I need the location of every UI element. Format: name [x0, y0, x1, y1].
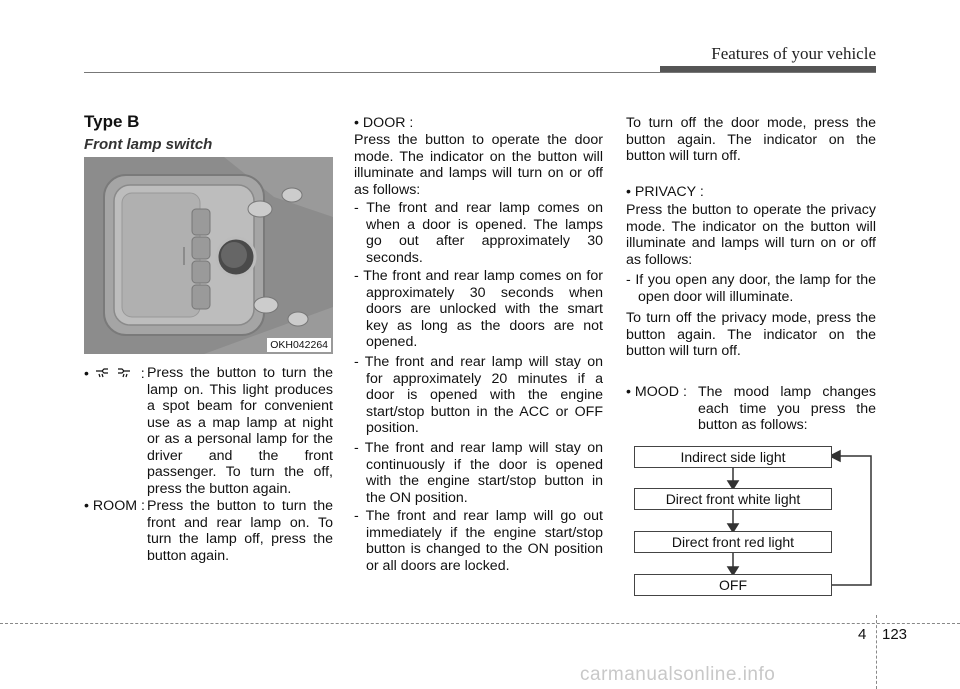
photo-code: OKH042264 — [267, 338, 331, 352]
right-spot-lamp-icon — [117, 368, 131, 378]
left-spot-lamp-icon — [95, 368, 109, 378]
header-rule — [84, 72, 876, 73]
privacy-label: • PRIVACY : — [626, 184, 704, 200]
mood-item — [626, 384, 876, 434]
door-item-2: - The front and rear lamp comes on for approximately 30 seconds when doors are unlocked with the smart key as long as the doors are not opened. — [354, 268, 603, 350]
door-item-1: - The front and rear lamp comes on when a door is opened. The lamps go out after approximately 30 seconds. — [354, 200, 603, 266]
switch-photo — [84, 157, 333, 354]
spot-lamp-label: • : — [84, 365, 145, 382]
flow-step-direct-front-red-light: Direct front red light — [634, 531, 832, 553]
footer-divider — [876, 615, 877, 689]
door-off-text: To turn off the door mode, press the button again. The indicator on the button will turn off. — [626, 115, 876, 164]
page-number: 123 — [882, 626, 908, 643]
door-item-3: - The front and rear lamp will stay on for approximately 20 minutes if a door is opened with the engine start/stop button in the ACC or OFF position. — [354, 354, 603, 436]
door-intro: Press the button to operate the door mode. The indicator on the button will illuminate and lamps will turn on or off as follows: — [354, 132, 603, 198]
door-item-5: - The front and rear lamp will go out immediately if the engine start/stop button is changed to the ON position or all doors are locked. — [354, 508, 603, 574]
privacy-off-text: To turn off the privacy mode, press the button again. The indicator on the button will turn off. — [626, 310, 876, 359]
door-label: • DOOR : — [354, 115, 414, 131]
watermark: carmanualsonline.info — [580, 664, 776, 685]
spot-lamp-text: Press the button to turn the lamp on. This light produces a spot beam for convenient use as a map lamp at night or as a personal lamp for the driver and the front passenger. To turn the off, press the button again. — [147, 365, 333, 497]
spot-lamp-colon: : — [140, 366, 145, 382]
mood-text: The mood lamp changes each time you press the button as follows: — [698, 384, 876, 433]
footer-rule — [0, 623, 960, 624]
flow-step-direct-front-white-light: Direct front white light — [634, 488, 832, 510]
room-text: Press the button to turn the front and rear lamp on. To turn the lamp off, press the button again. — [147, 498, 333, 564]
privacy-item: - If you open any door, the lamp for the open door will illuminate. — [626, 272, 876, 305]
room-label: • ROOM : — [84, 498, 145, 514]
mood-label: • MOOD : — [626, 384, 687, 400]
lamp-switch-illustration — [84, 157, 333, 354]
header-title: Features of your vehicle — [711, 44, 876, 63]
spot-lamp-item — [84, 365, 333, 497]
door-item-4: - The front and rear lamp will stay on continuously if the door is opened with the engine start/stop button in the ON position. — [354, 440, 603, 506]
privacy-intro: Press the button to operate the privacy mode. The indicator on the button will illuminate and lamps will turn on or off as follows: — [626, 202, 876, 268]
chapter-number: 4 — [858, 626, 867, 643]
flow-step-indirect-side-light: Indirect side light — [634, 446, 832, 468]
section-heading: Type B — [84, 112, 140, 131]
flow-step-off: OFF — [634, 574, 832, 596]
section-subheading: Front lamp switch — [84, 136, 213, 153]
room-item — [84, 498, 333, 564]
